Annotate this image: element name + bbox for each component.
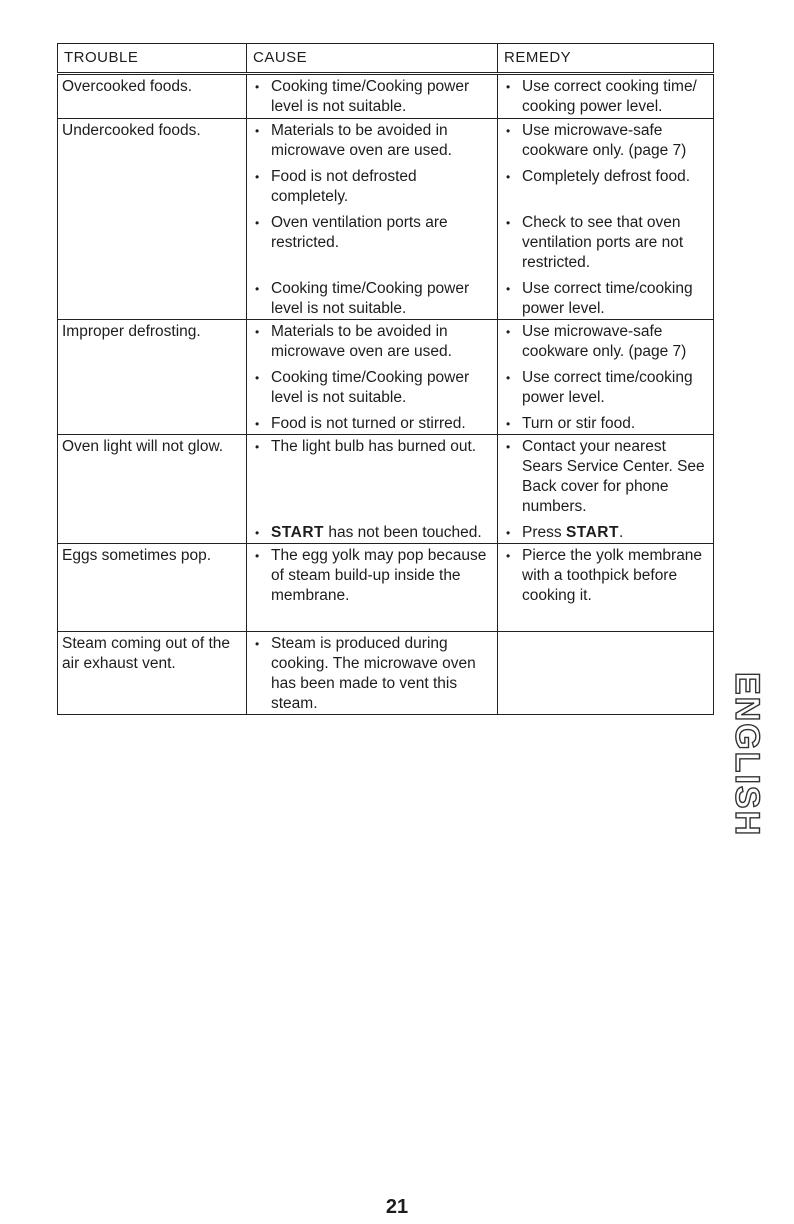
start-key-label: START — [271, 524, 325, 541]
remedy-cell — [498, 632, 714, 715]
remedy-cell — [498, 544, 714, 632]
remedy-item: • Use microwave-safe cookware only. (page 7) — [502, 322, 709, 362]
language-side-tab: ENGLISH — [728, 672, 766, 838]
remedy-cell — [498, 435, 714, 544]
remedy-item: • Completely defrost food. — [502, 167, 709, 207]
trouble-cell: Improper defrosting. — [58, 320, 247, 435]
trouble-cell: Steam coming out of the air exhaust vent. — [58, 632, 247, 715]
remedy-cell — [498, 119, 714, 320]
cause-cell — [247, 74, 498, 119]
table-row — [58, 119, 714, 320]
troubleshooting-table — [57, 43, 714, 715]
cause-item: • Steam is produced during cooking. The microwave oven has been made to vent this steam. — [251, 634, 493, 714]
header-trouble: TROUBLE — [58, 44, 247, 74]
remedy-item — [502, 523, 709, 543]
remedy-item: • Check to see that oven ventilation ports are not restricted. — [502, 213, 709, 273]
remedy-item: • Use correct time/cooking power level. — [502, 279, 709, 319]
table-header-row — [58, 44, 714, 74]
cause-item: • Materials to be avoided in microwave oven are used. — [251, 121, 493, 161]
cause-cell — [247, 632, 498, 715]
remedy-text: . — [618, 524, 624, 541]
trouble-cell: Oven light will not glow. — [58, 435, 247, 544]
cause-item: • Oven ventilation ports are restricted. — [251, 213, 493, 273]
cause-item: • Materials to be avoided in microwave oven are used. — [251, 322, 493, 362]
header-remedy: REMEDY — [498, 44, 714, 74]
trouble-cell: Overcooked foods. — [58, 74, 247, 119]
table-row — [58, 320, 714, 435]
page-number: 21 — [385, 1196, 409, 1218]
cause-item: • Food is not turned or stirred. — [251, 414, 493, 434]
remedy-item: • Use correct time/cooking power level. — [502, 368, 709, 408]
cause-item: • Cooking time/Cooking power level is not suitable. — [251, 279, 493, 319]
remedy-item: • Use microwave-safe cookware only. (page 7) — [502, 121, 709, 161]
remedy-text: Press — [522, 524, 566, 541]
cause-cell — [247, 320, 498, 435]
cause-item: • Food is not defrosted completely. — [251, 167, 493, 207]
remedy-item: • Turn or stir food. — [502, 414, 709, 434]
remedy-cell — [498, 320, 714, 435]
cause-cell — [247, 435, 498, 544]
header-cause: CAUSE — [247, 44, 498, 74]
cause-cell — [247, 119, 498, 320]
remedy-item: • Pierce the yolk membrane with a toothpick before cooking it. — [502, 546, 709, 606]
trouble-cell: Undercooked foods. — [58, 119, 247, 320]
table-row — [58, 544, 714, 632]
cause-item: • Cooking time/Cooking power level is not suitable. — [251, 77, 493, 117]
cause-cell — [247, 544, 498, 632]
table-row — [58, 632, 714, 715]
start-key-label: START — [565, 524, 619, 541]
remedy-cell — [498, 74, 714, 119]
remedy-item: • Use correct cooking time/ cooking power level. — [502, 77, 709, 117]
cause-item: • The light bulb has burned out. — [251, 437, 493, 517]
cause-item: • Cooking time/Cooking power level is not suitable. — [251, 368, 493, 408]
remedy-item: • Contact your nearest Sears Service Center. See Back cover for phone numbers. — [502, 437, 709, 517]
table-row — [58, 435, 714, 544]
trouble-cell: Eggs sometimes pop. — [58, 544, 247, 632]
cause-item: • The egg yolk may pop because of steam build-up inside the membrane. — [251, 546, 493, 606]
cause-text: has not been touched. — [324, 524, 482, 541]
table-row — [58, 74, 714, 119]
cause-item — [251, 523, 493, 543]
